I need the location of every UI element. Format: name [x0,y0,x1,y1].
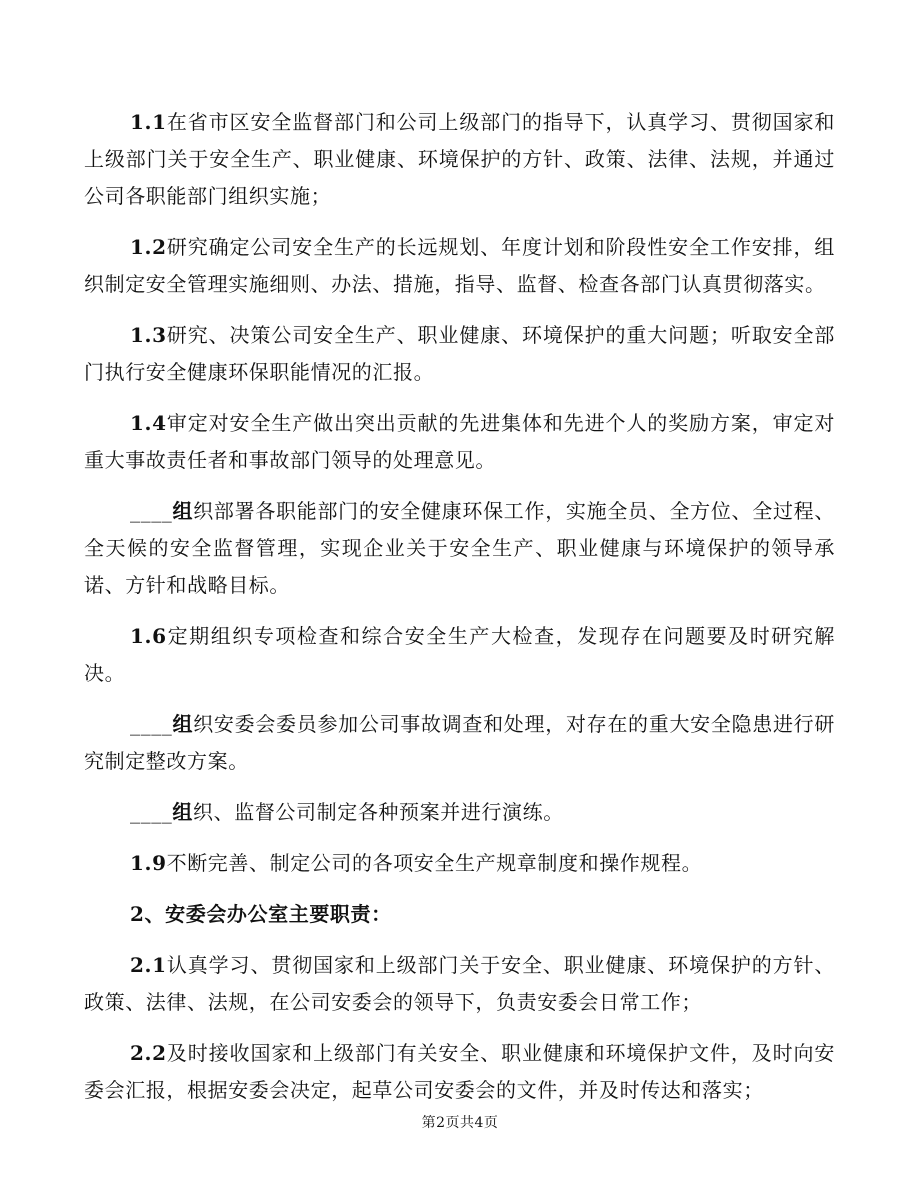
paragraph-1-8 [84,794,835,831]
clause-number: 2.1 [130,953,167,977]
paragraph-1-2 [84,229,835,303]
clause-text: 研究、决策公司安全生产、职业健康、环境保护的重大问题；听取安全部门执行安全健康环保职能情况的汇报。 [84,323,835,384]
clause-text: 及时接收国家和上级部门有关安全、职业健康和环境保护文件，及时向安委会汇报，根据安委会决定，起草公司安委会的文件，并及时传达和落实； [84,1041,835,1102]
clause-text: 认真学习、贯彻国家和上级部门关于安全、职业健康、环境保护的方针、政策、法律、法规，在公司安委会的领导下，负责安委会日常工作； [84,953,835,1014]
clause-first-char: 组 [172,712,194,736]
page-number-footer: 第2页共4页 [421,1115,499,1131]
clause-number: 2.2 [130,1041,167,1065]
clause-text: 定期组织专项检查和综合安全生产大检查，发现存在问题要及时研究解决。 [84,624,835,685]
paragraph-1-4 [84,405,835,479]
paragraph-1-6 [84,618,835,692]
clause-text: 审定对安全生产做出突出贡献的先进集体和先进个人的奖励方案，审定对重大事故责任者和事故部门领导的处理意见。 [84,411,835,472]
paragraph-1-9 [84,845,835,882]
paragraph-1-5 [84,493,835,604]
clause-text: 不断完善、制定公司的各项安全生产规章制度和操作规程。 [166,851,703,875]
document-body [84,104,835,1123]
clause-text: 在省市区安全监督部门和公司上级部门的指导下，认真学习、贯彻国家和上级部门关于安全生产、职业健康、环境保护的方针、政策、法律、法规，并通过公司各职能部门组织实施； [84,110,835,208]
paragraph-1-3 [84,317,835,391]
paragraph-2-2 [84,1035,835,1109]
clause-text: 织、监督公司制定各种预案并进行演练。 [193,800,564,824]
clause-number: 1.3 [130,323,167,347]
clause-first-char: 组 [172,499,194,523]
blank-underline: ____ [130,499,173,523]
paragraph-2-1 [84,947,835,1021]
clause-text: 织部署各职能部门的安全健康环保工作，实施全员、全方位、全过程、全天候的安全监督管理，实现企业关于安全生产、职业健康与环境保护的领导承诺、方针和战略目标。 [84,499,835,597]
clause-text: 研究确定公司安全生产的长远规划、年度计划和阶段性安全工作安排，组织制定安全管理实施细则、办法、措施，指导、监督、检查各部门认真贯彻落实。 [84,235,835,296]
clause-number: 1.9 [130,851,167,875]
clause-text: 织安委会委员参加公司事故调查和处理，对存在的重大安全隐患进行研究制定整改方案。 [84,712,835,773]
clause-number: 1.1 [130,110,167,134]
clause-number: 1.4 [130,411,167,435]
section-2-heading: 2、安委会办公室主要职责： [130,902,392,926]
clause-number: 1.2 [130,235,167,259]
clause-number: 1.6 [130,624,167,648]
paragraph-1-7 [84,706,835,780]
paragraph-1-1 [84,104,835,215]
clause-first-char: 组 [172,800,194,824]
blank-underline: ____ [130,712,173,736]
blank-underline: ____ [130,800,173,824]
